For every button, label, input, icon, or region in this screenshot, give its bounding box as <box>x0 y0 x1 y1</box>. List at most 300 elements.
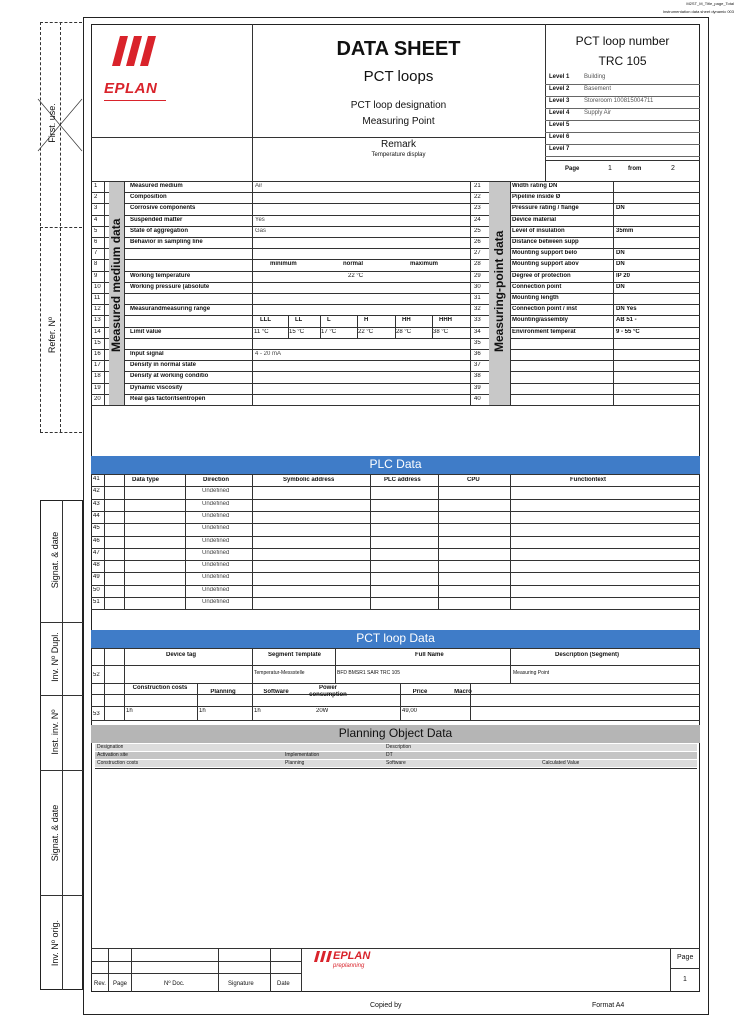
pct-header-2: Macro <box>454 689 472 695</box>
plc-grid-line <box>91 486 700 487</box>
pct-header-2: Construction costs <box>132 685 188 691</box>
medium-row-label: State of aggregation <box>130 227 189 234</box>
point-row-label: Device material <box>512 216 557 223</box>
point-row-value: DN <box>616 205 625 212</box>
pct-col-line <box>510 648 511 683</box>
plc-grid-line <box>91 548 700 549</box>
pct-col-line <box>197 683 198 720</box>
pct-full-name: BFD BMSR1 SAIR TRC 105 <box>337 670 400 676</box>
point-row-num: 38 <box>474 373 481 380</box>
point-side-label: Measuring-point data <box>492 230 506 352</box>
point-row-value: DN Yes <box>616 306 637 313</box>
plc-grid-line <box>91 609 700 610</box>
pct-header: Description (Segment) <box>555 652 620 658</box>
footer-rev: Rev. <box>94 981 106 987</box>
point-row-label: Level of insulation <box>512 227 565 234</box>
medium-row-num: 1 <box>94 183 98 189</box>
designation-line1: PCT loop designation <box>350 100 447 111</box>
grid-line <box>91 405 700 406</box>
limit-divider <box>288 315 289 337</box>
signat-date-label-1: Signat. & date <box>50 531 60 589</box>
header-remark-line <box>91 137 545 138</box>
footer-v-5 <box>301 948 302 992</box>
medium-row-label: Working temperature <box>130 272 191 279</box>
planning-cell: Software <box>386 760 406 766</box>
limit-divider <box>395 315 396 337</box>
pct-construction: 1h <box>126 708 133 714</box>
medium-row-num: 7 <box>94 250 98 257</box>
level-line <box>545 120 700 121</box>
pct-header: Segment Template <box>268 652 321 658</box>
pct-description: Measuring Point <box>513 670 550 676</box>
point-row-label: Environment temperat <box>512 328 576 335</box>
pct-col-line <box>124 648 125 720</box>
medium-row-num: 19 <box>94 384 101 391</box>
left-box-line-4 <box>40 895 83 896</box>
planning-row <box>95 752 697 759</box>
footer-v-3 <box>218 948 219 992</box>
plc-col-line <box>185 474 186 609</box>
point-row-num: 24 <box>474 216 481 223</box>
margin-dash-bottom <box>40 432 82 433</box>
medium-row-num: 5 <box>94 227 98 234</box>
footer-page-value: 1 <box>683 976 687 983</box>
left-signature-divider <box>62 500 63 990</box>
footer-top-line <box>91 948 700 949</box>
plc-row-direction: Undefined <box>202 586 230 593</box>
medium-row-num: 12 <box>94 306 101 313</box>
designation-line2: Measuring Point <box>362 116 435 127</box>
plc-row-num: 51 <box>93 599 100 605</box>
refer-no-label: Refer. Nº <box>47 316 57 354</box>
loop-number: TRC 105 <box>598 54 647 68</box>
planning-bottom-line <box>95 768 697 769</box>
medium-row-value: Yes <box>255 216 265 223</box>
left-box-line-2 <box>40 695 83 696</box>
first-use-label: First. use. <box>47 103 57 143</box>
planning-cell: DT <box>386 752 393 758</box>
point-row-num: 21 <box>474 183 481 189</box>
plc-header: CPU <box>467 477 480 483</box>
grid-line <box>91 181 700 182</box>
loop-number-label: PCT loop number <box>575 34 670 48</box>
medium-row-value: Gas <box>255 227 267 234</box>
plc-col-line <box>104 474 105 609</box>
limit-header: LL <box>295 317 303 324</box>
range-min-header: minimum <box>270 261 297 268</box>
page-number: 1 <box>608 165 612 172</box>
point-label-col <box>510 181 511 405</box>
level-value: Building <box>584 74 606 80</box>
page-label: Page <box>565 166 580 172</box>
medium-row-num: 17 <box>94 362 101 369</box>
from-label: from <box>628 166 642 172</box>
footer-no-doc: Nº Doc. <box>164 981 185 987</box>
medium-row-label: Suspended matter <box>130 216 183 223</box>
pct-col-line <box>104 648 105 720</box>
plc-grid-line <box>91 474 700 475</box>
plc-grid-line <box>91 499 700 500</box>
medium-row-num: 8 <box>94 261 98 268</box>
sheet-subtitle: PCT loops <box>363 68 434 85</box>
limit-value: 38 °C <box>433 328 449 335</box>
point-row-label: Mounting support belo <box>512 250 577 257</box>
point-row-num: 37 <box>474 362 481 369</box>
plc-row-direction: Undefined <box>202 500 230 507</box>
medium-num-col <box>104 181 105 405</box>
point-row-num: 31 <box>474 295 481 301</box>
plc-grid-line <box>91 560 700 561</box>
medium-row-num: 4 <box>94 216 98 223</box>
medium-row-label: Measured medium <box>130 183 183 189</box>
medium-row-num: 3 <box>94 205 98 212</box>
point-row-value: AB 51 - <box>616 317 637 324</box>
level-key: Level 3 <box>549 98 570 104</box>
plc-row-direction: Undefined <box>202 488 230 495</box>
plc-row-direction: Undefined <box>202 562 230 569</box>
level-line <box>545 96 700 97</box>
point-row-num: 39 <box>474 384 481 391</box>
plc-row-direction: Undefined <box>202 599 230 605</box>
plc-row-direction: Undefined <box>202 512 230 519</box>
plc-data-header: PLC Data <box>91 456 700 474</box>
point-row-num: 28 <box>474 261 481 268</box>
grid-line <box>91 371 700 372</box>
footer-page-label: Page <box>677 954 694 961</box>
footer-page-line <box>670 968 700 969</box>
plc-row-num: 47 <box>93 549 100 556</box>
medium-row-num: 15 <box>94 339 101 346</box>
pct-software: 1h <box>254 708 261 714</box>
level-line <box>545 108 700 109</box>
pct-grid-line <box>91 665 700 666</box>
level-row <box>549 122 584 128</box>
point-value-col <box>613 181 614 405</box>
point-row-num: 25 <box>474 227 481 234</box>
medium-row-label: Measurandmeasuring range <box>130 306 211 313</box>
page-total: 2 <box>671 165 675 172</box>
footer-logo-text: EPLAN <box>333 950 371 962</box>
pct-loop-data-header: PCT loop Data <box>91 630 700 648</box>
point-row-value: 9 - 55 °C <box>616 328 640 335</box>
footer-logo-icon <box>314 951 332 963</box>
medium-row-label: Corrosive components <box>130 205 196 212</box>
point-row-num: 30 <box>474 283 481 290</box>
medium-row-num: 6 <box>94 239 98 245</box>
grid-line <box>91 383 700 384</box>
pct-header-2: Price <box>412 689 428 695</box>
planning-cell: Designation <box>97 744 124 750</box>
level-value: Basement <box>584 86 612 92</box>
point-row-label: Degree of protection <box>512 272 571 279</box>
pct-row53-num: 53 <box>93 711 100 717</box>
planning-cell: Calculated Value <box>542 760 580 766</box>
footer-date: Date <box>277 981 290 987</box>
pct-header-2: Planning <box>210 689 236 695</box>
limit-value: 22 °C <box>358 328 374 335</box>
point-row-value: DN <box>616 261 625 268</box>
plc-row-direction: Undefined <box>202 549 230 556</box>
planning-cell: Implementation <box>285 752 320 758</box>
logo-underline <box>104 100 166 101</box>
inst-inv-no-label: Inst. inv. Nº <box>50 709 60 755</box>
level-line <box>545 144 700 145</box>
plc-grid-line <box>91 536 700 537</box>
grid-line <box>91 215 700 216</box>
limit-header: LLL <box>260 317 271 324</box>
grid-line <box>91 203 700 204</box>
plc-row-num: 50 <box>93 586 100 593</box>
pct-grid-line <box>91 648 700 649</box>
point-row-num: 23 <box>474 205 481 212</box>
medium-row-value: Air <box>255 183 263 189</box>
level-key: Level 7 <box>549 146 570 152</box>
inv-no-dupl-label: Inv. Nº Dupl. <box>50 632 60 682</box>
medium-row-num: 18 <box>94 373 101 380</box>
medium-row-label: Limit value <box>130 328 162 335</box>
margin-dash-top <box>40 22 82 23</box>
grid-line <box>91 360 700 361</box>
pct-col-line <box>335 648 336 683</box>
plc-grid-line <box>91 511 700 512</box>
plc-row-num: 45 <box>93 525 100 532</box>
medium-row-label: Real gas factor/Isentropen <box>130 395 206 402</box>
point-row-num: 40 <box>474 395 481 402</box>
medium-row-num: 10 <box>94 283 101 290</box>
plc-row-num: 43 <box>93 500 100 507</box>
planning-cell: Planning <box>285 760 305 766</box>
grid-line <box>91 293 700 294</box>
grid-line <box>91 338 700 339</box>
plc-header: Symbolic address <box>283 477 335 483</box>
working-temp-normal: 22 °C <box>348 272 364 279</box>
pct-price: 49,00 <box>402 708 418 714</box>
grid-line <box>91 259 700 260</box>
medium-row-num: 11 <box>94 295 101 301</box>
limit-value: 11 °C <box>254 328 269 335</box>
pct-header-2: Software <box>263 689 289 695</box>
signat-date-label-2: Signat. & date <box>50 804 60 862</box>
limit-value: 15 °C <box>289 328 305 335</box>
pct-header: Full Name <box>415 652 444 658</box>
plc-header: Data type <box>132 477 160 483</box>
medium-row-label: Density at working conditio <box>130 373 209 380</box>
plc-row-direction: Undefined <box>202 537 230 544</box>
point-row-num: 26 <box>474 239 481 245</box>
grid-line <box>91 271 700 272</box>
pct-power: 20W <box>316 708 329 714</box>
plc-grid-line <box>91 585 700 586</box>
pct-segment-template: Temperatur-Messstelle <box>254 670 305 676</box>
footer-logo-sub: preplanning <box>333 963 365 969</box>
footer-page: Page <box>113 981 128 987</box>
plc-grid-line <box>91 572 700 573</box>
limit-divider <box>320 315 321 337</box>
medium-row-label: Composition <box>130 194 167 201</box>
level-key: Level 1 <box>549 74 570 80</box>
point-row-num: 35 <box>474 339 481 346</box>
grid-line <box>91 248 700 249</box>
point-row-num: 34 <box>474 328 481 335</box>
medium-row-num: 16 <box>94 351 101 357</box>
plc-col-line <box>252 474 253 609</box>
medium-row-num: 13 <box>94 317 101 324</box>
limit-divider <box>357 315 358 337</box>
plc-col-line <box>370 474 371 609</box>
grid-line <box>91 282 700 283</box>
limit-header: H <box>364 317 369 324</box>
eplan-logo-text: EPLAN <box>104 80 158 97</box>
level-value: Supply Air <box>584 110 612 116</box>
point-row-num: 29 <box>474 272 481 279</box>
plc-row-num: 41 <box>93 476 100 482</box>
plc-row-num: 44 <box>93 512 100 519</box>
left-box-line-3 <box>40 770 83 771</box>
medium-row-label: Behavior in sampling line <box>130 239 203 245</box>
limit-divider <box>432 315 433 337</box>
margin-cross <box>36 95 84 155</box>
limit-header: HH <box>402 317 411 324</box>
medium-row-num: 14 <box>94 328 101 335</box>
pct-grid-line <box>91 683 700 684</box>
plc-row-direction: Undefined <box>202 525 230 532</box>
left-box-line-1 <box>40 622 83 623</box>
remark-value: Temperature display <box>371 152 426 158</box>
medium-row-label: Working pressure (absolute <box>130 283 210 290</box>
level-key: Level 6 <box>549 134 570 140</box>
plc-grid-line <box>91 523 700 524</box>
grid-line <box>91 237 700 238</box>
plc-row-direction: Undefined <box>202 574 230 581</box>
plc-grid-line <box>91 597 700 598</box>
point-num-col <box>470 181 471 405</box>
format-label: Format A4 <box>592 1002 625 1009</box>
point-row-value: DN <box>616 250 625 257</box>
inv-no-orig-label: Inv. Nº orig. <box>50 919 60 967</box>
pct-header-2: Power consumption <box>309 685 347 698</box>
footer-v-1 <box>108 948 109 992</box>
point-row-label: Width rating DN <box>512 183 558 189</box>
level-row <box>549 86 611 92</box>
point-row-num: 36 <box>474 351 481 357</box>
point-row-value: 35mm <box>616 227 634 234</box>
footer-signature: Signature <box>228 981 254 987</box>
plc-row-num: 42 <box>93 488 100 495</box>
grid-line <box>91 226 700 227</box>
plc-row-num: 49 <box>93 574 100 581</box>
grid-line <box>91 304 700 305</box>
planning-cell: Construction costs <box>97 760 139 766</box>
point-row-label: Mounting length <box>512 295 559 301</box>
medium-side-col <box>124 181 125 405</box>
level-line <box>545 156 700 157</box>
level-line <box>545 132 700 133</box>
copied-by-label: Copied by <box>370 1002 402 1009</box>
level-row <box>549 98 653 104</box>
pct-grid-line <box>91 720 700 721</box>
limit-header: HHH <box>439 317 452 324</box>
level-row <box>549 134 584 140</box>
sheet-title: DATA SHEET <box>336 38 461 60</box>
plc-header: Direction <box>203 477 230 483</box>
level-key: Level 4 <box>549 110 570 116</box>
grid-line <box>91 192 700 193</box>
level-row <box>549 74 605 80</box>
planning-cell: Activation site <box>97 752 128 758</box>
planning-cell: Description <box>386 744 412 750</box>
level-value: Storeroom 100815004711 <box>584 98 654 104</box>
range-max-header: maximum <box>410 261 439 268</box>
point-row-label: Mounting support abov <box>512 261 579 268</box>
level-row <box>549 110 611 116</box>
page-line <box>545 160 700 161</box>
limit-header: L <box>327 317 331 324</box>
medium-row-num: 20 <box>94 395 101 402</box>
point-row-label: Mounting/assembly <box>512 317 569 324</box>
limit-value: 17 °C <box>321 328 337 335</box>
planning-object-data-header: Planning Object Data <box>91 725 700 743</box>
footer-v-4 <box>270 948 271 992</box>
point-row-num: 22 <box>474 194 481 201</box>
point-row-label: Distance between supp <box>512 239 579 245</box>
footer-v-2 <box>131 948 132 992</box>
point-row-value: DN <box>616 283 625 290</box>
grid-line <box>91 394 700 395</box>
plc-header: PLC address <box>384 477 421 483</box>
grid-line <box>91 349 700 350</box>
limit-value: 28 °C <box>396 328 412 335</box>
point-row-num: 33 <box>474 317 481 324</box>
pct-grid-line <box>91 694 700 695</box>
plc-header: Functiontext <box>570 477 606 483</box>
medium-value-col <box>252 181 253 405</box>
margin-dash-mid <box>40 227 82 228</box>
point-row-num: 27 <box>474 250 481 257</box>
remark-label: Remark <box>380 139 416 150</box>
doc-code: M2ST_M_Title_page_Total <box>686 1 734 6</box>
pct-col-line <box>252 648 253 720</box>
point-row-label: Connection point <box>512 283 562 290</box>
doc-type: Instrumentation data sheet dynamic 003 <box>662 9 734 14</box>
point-row-num: 32 <box>474 306 481 313</box>
level-line <box>545 84 700 85</box>
level-key: Level 5 <box>549 122 570 128</box>
eplan-logo-icon <box>112 36 164 74</box>
medium-row-num: 2 <box>94 194 98 201</box>
medium-side-label: Measured medium data <box>109 218 123 352</box>
point-row-value: IP 20 <box>616 272 630 279</box>
plc-row-num: 46 <box>93 537 100 544</box>
medium-row-label: Dynamic viscosity <box>130 384 183 391</box>
medium-row-num: 9 <box>94 272 98 279</box>
pct-planning: 1h <box>199 708 206 714</box>
point-row-label: Pressure rating / flange <box>512 205 579 212</box>
point-row-label: Pipeline inside Ø <box>512 194 561 201</box>
level-row <box>549 146 584 152</box>
level-key: Level 2 <box>549 86 570 92</box>
medium-row-label: Density in normal state <box>130 362 197 369</box>
plc-col-line <box>124 474 125 609</box>
plc-col-line <box>510 474 511 609</box>
pct-grid-line <box>91 706 700 707</box>
plc-col-line <box>438 474 439 609</box>
pct-header: Device tag <box>166 652 197 658</box>
medium-row-value: 4 - 20 mA <box>255 351 282 357</box>
medium-row-label: Input signal <box>130 351 164 357</box>
footer-v-6 <box>670 948 671 992</box>
plc-row-num: 48 <box>93 562 100 569</box>
point-row-label: Connection point / inst <box>512 306 577 313</box>
